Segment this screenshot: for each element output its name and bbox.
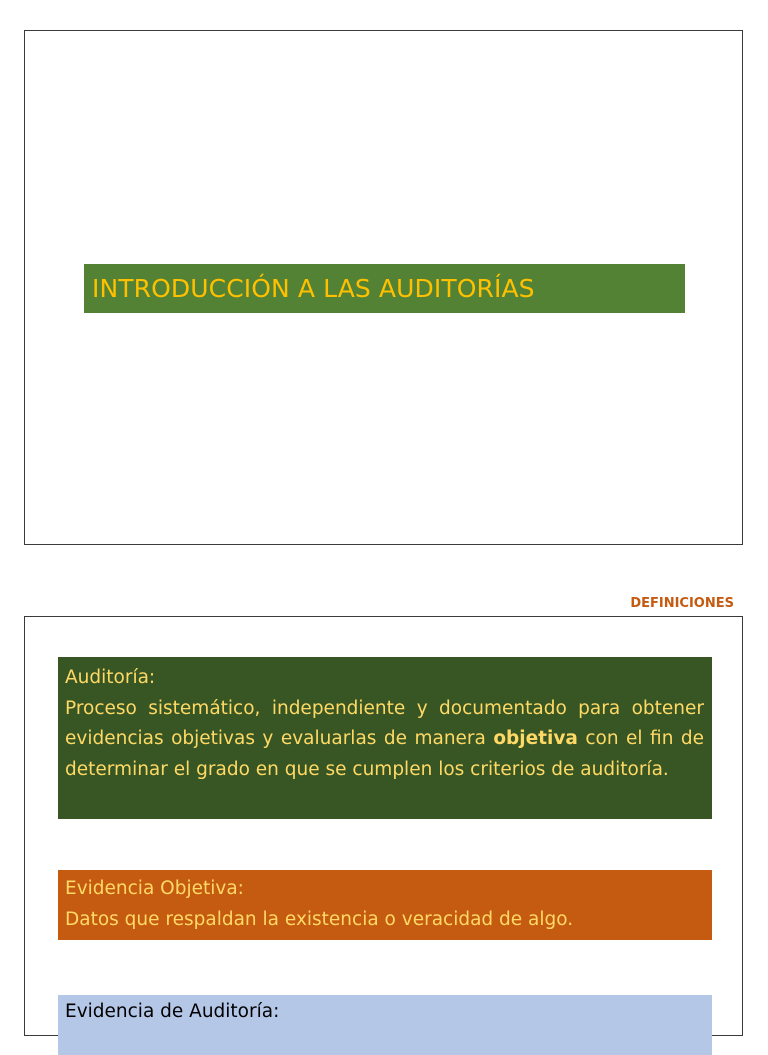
definition-text: Datos que respaldan la existencia o veracidad de algo.: [65, 908, 574, 930]
section-label: DEFINICIONES: [630, 596, 734, 611]
slide-intro: [24, 30, 743, 545]
slide-definitions: [24, 616, 743, 1036]
definition-evidencia-objetiva: [58, 870, 712, 940]
definition-text: [65, 698, 704, 780]
definition-auditoria: [58, 657, 712, 819]
definition-evidencia-auditoria: [58, 995, 712, 1055]
definition-title: Evidencia Objetiva:: [65, 878, 244, 899]
definition-text-part: Proceso sistemático, independiente y documentado para obtener evidencias objetivas y evaluarlas de manera: [65, 697, 704, 749]
definition-title: Evidencia de Auditoría:: [65, 1001, 280, 1022]
definition-title: Auditoría:: [65, 667, 156, 688]
title-banner: [84, 264, 685, 313]
definition-text-part: con el fin de determinar el grado en que se cumplen los criterios de auditoría.: [65, 728, 704, 780]
slide-title: INTRODUCCIÓN A LAS AUDITORÍAS: [92, 274, 535, 303]
definition-text-emphasis: objetiva: [493, 728, 578, 749]
